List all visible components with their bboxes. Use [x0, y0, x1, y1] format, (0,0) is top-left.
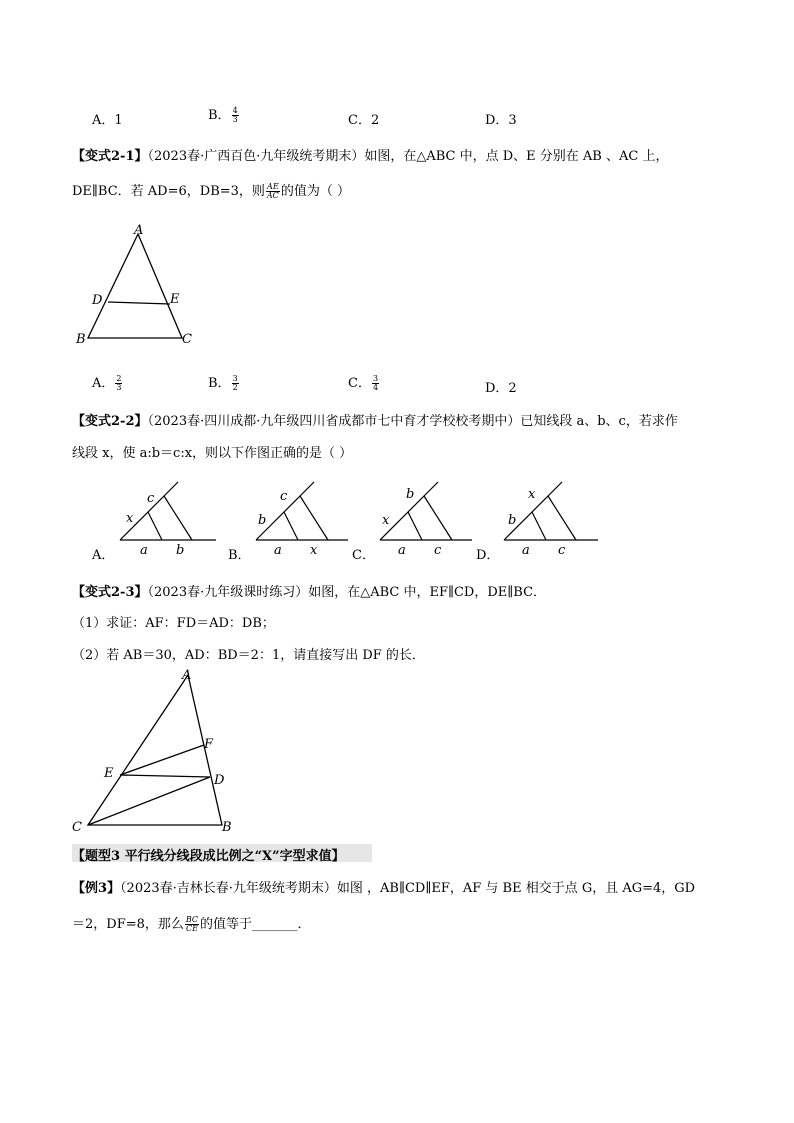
segment-label: b [508, 513, 517, 528]
segment-label: b [406, 487, 415, 502]
option-label: C． [352, 548, 375, 563]
point-label-c: C [182, 332, 192, 347]
option-c: C．2 [348, 113, 380, 128]
construction-figure-a [92, 478, 222, 563]
point-label-d: D [92, 293, 103, 308]
section-title: 【题型3 平行线分线段成比例之“X”字型求值】 [72, 849, 345, 864]
fraction-numerator: AE [267, 182, 279, 191]
segment-label: c [280, 489, 288, 504]
triangle-figure-v21 [70, 220, 210, 350]
segment-label: a [140, 543, 148, 558]
segment-label: c [147, 491, 155, 506]
segment-label: c [434, 543, 442, 558]
fraction-denominator: 3 [116, 383, 122, 392]
fraction-denominator: CE [185, 924, 198, 933]
segment-ef [120, 745, 204, 775]
point-label-e: E [170, 292, 180, 307]
fraction-denominator: AC [266, 191, 279, 200]
question-tag: 【变式2-3】 [72, 585, 148, 600]
triangle-figure-v23 [66, 665, 246, 837]
fraction-numerator: BC [185, 915, 199, 924]
option-label: B． [228, 548, 251, 563]
question-v23-line1 [72, 581, 546, 600]
construction-figure-b [228, 478, 358, 563]
option-fraction [232, 375, 239, 392]
point-label-e: E [104, 766, 114, 781]
segment-label: x [382, 513, 390, 528]
option-b [208, 372, 240, 392]
triangle-abc [88, 675, 222, 825]
question-v22-line1 [72, 410, 678, 429]
question-text: DE∥BC．若 AD=6，DB=3，则 [72, 184, 265, 199]
question-text: 的值为（ ） [280, 184, 350, 199]
fraction-numerator: 3 [372, 374, 379, 383]
option-prefix: A． [92, 376, 115, 391]
segment-label: a [274, 543, 282, 558]
option-b-prefix: B． [208, 108, 231, 123]
point-label-b: B [76, 332, 86, 347]
question-text: （2023春·九年级课时练习）如图，在△ABC 中，EF∥CD，DE∥BC． [147, 585, 547, 600]
option-b-fraction [232, 107, 239, 124]
question-v23-sub2: （2）若 AB＝30，AD：BD＝2：1，请直接写出 DF 的长． [72, 648, 425, 663]
fraction-bc-ce [185, 916, 199, 933]
question-text: 的值等于_______． [200, 917, 311, 932]
option-fraction [372, 375, 379, 392]
segment-de [108, 302, 170, 304]
triangle-abc [88, 234, 182, 338]
option-prefix: C． [348, 376, 371, 391]
option-b [208, 104, 240, 124]
point-label-a: A [134, 223, 144, 238]
question-ex3-line1 [72, 877, 695, 896]
option-label: D． [476, 548, 500, 563]
question-v21-line2 [72, 180, 350, 200]
segment-label: b [176, 543, 185, 558]
point-label-a: A [182, 668, 192, 683]
segment-label: x [126, 511, 134, 526]
segment-label: x [310, 543, 318, 558]
question-tag: 【变式2-2】 [72, 414, 148, 429]
question-text: （2023春·广西百色·九年级统考期末）如图，在△ABC 中，点 D、E 分别在 AB 、AC 上， [147, 149, 669, 164]
segment-ed [120, 775, 210, 777]
segment-cd [88, 777, 210, 825]
point-label-d: D [214, 773, 225, 788]
fraction-denominator: 2 [232, 383, 238, 392]
fraction-numerator: 2 [116, 374, 122, 383]
fraction-numerator: 4 [232, 106, 238, 115]
segment-label: b [258, 513, 267, 528]
option-a [92, 372, 123, 392]
fraction-ae-ac [266, 183, 280, 200]
option-prefix: B． [208, 376, 231, 391]
segment-label: x [528, 487, 536, 502]
point-label-b: B [222, 820, 232, 835]
option-label: A． [92, 548, 115, 563]
option-a: A．1 [92, 113, 123, 128]
option-d: D．3 [485, 113, 517, 128]
question-text: （2023春·吉林长春·九年级统考期末）如图 ，AB∥CD∥EF，AF 与 BE 相交于点 G，且 AG=4，GD [120, 881, 696, 896]
option-d: D．2 [485, 381, 517, 396]
question-v22-line2: 线段 x，使 a:b＝c:x，则以下作图正确的是（ ） [72, 446, 353, 461]
fraction-denominator: 3 [232, 115, 238, 124]
question-v23-sub1: （1）求证：AF：FD＝AD：DB； [72, 616, 275, 631]
segment-label: a [522, 543, 530, 558]
question-text: （2023春·四川成都·九年级四川省成都市七中育才学校校考期中）已知线段 a、b、c，若求作 [147, 414, 678, 429]
option-c [348, 372, 380, 392]
construction-figure-d [476, 478, 606, 563]
question-tag: 【变式2-1】 [72, 149, 148, 164]
point-label-c: C [72, 820, 82, 835]
question-tag: 【例3】 [72, 881, 121, 896]
fraction-numerator: 3 [232, 374, 238, 383]
segment-label: c [558, 543, 566, 558]
question-ex3-line2 [72, 913, 311, 933]
point-label-f: F [204, 737, 214, 752]
question-v21-line1 [72, 145, 668, 164]
fraction-denominator: 4 [372, 383, 379, 392]
question-text: ＝2，DF=8，那么 [72, 917, 184, 932]
segment-label: a [398, 543, 406, 558]
construction-figure-c [352, 478, 482, 563]
option-fraction [115, 375, 122, 392]
